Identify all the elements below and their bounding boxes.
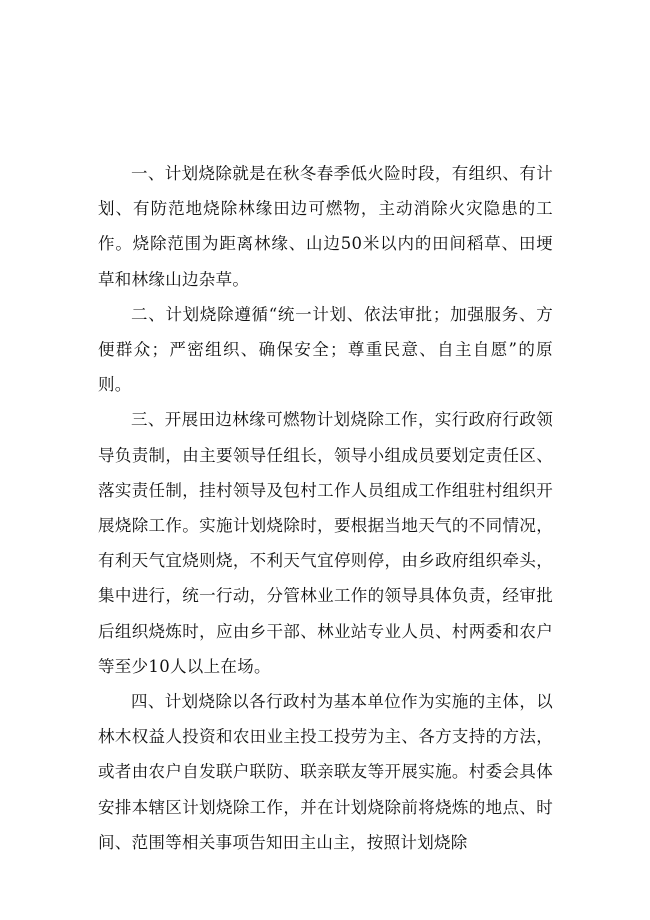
document-body — [98, 156, 553, 860]
paragraph-4: 四、计划烧除以各行政村为基本单位作为实施的主体，以林木权益人投资和农田业主投工投劳为主、各方支持的方法，或者由农户自发联户联防、联亲联友等开展实施。村委会具体安排本辖区计划烧除工作，并在计划烧除前将烧炼的地点、时间、范围等相关事项告知田主山主，按照计划烧除 — [98, 692, 553, 852]
paragraph-3: 三、开展田边林缘可燃物计划烧除工作，实行政府行政领导负责制，由主要领导任组长，领导小组成员要划定责任区、落实责任制，挂村领导及包村工作人员组成工作组驻村组织开展烧除工作。实施计划烧除时，要根据当地天气的不同情况，有利天气宜烧则烧，不利天气宜停则停，由乡政府组织牵头，集中进行，统一行动，分管林业工作的领导具体负责，经审批后组织烧炼时，应由乡干部、林业站专业人员、村两委和农户等至少10人以上在场。 — [98, 410, 553, 676]
paragraph-2: 二、计划烧除遵循“统一计划、依法审批；加强服务、方便群众；严密组织、确保安全；尊重民意、自主自愿”的原则。 — [98, 304, 553, 395]
paragraph-1: 一、计划烧除就是在秋冬春季低火险时段，有组织、有计划、有防范地烧除林缘田边可燃物，主动消除火灾隐患的工作。烧除范围为距离林缘、山边50米以内的田间稻草、田埂草和林缘山边杂草。 — [98, 164, 553, 289]
